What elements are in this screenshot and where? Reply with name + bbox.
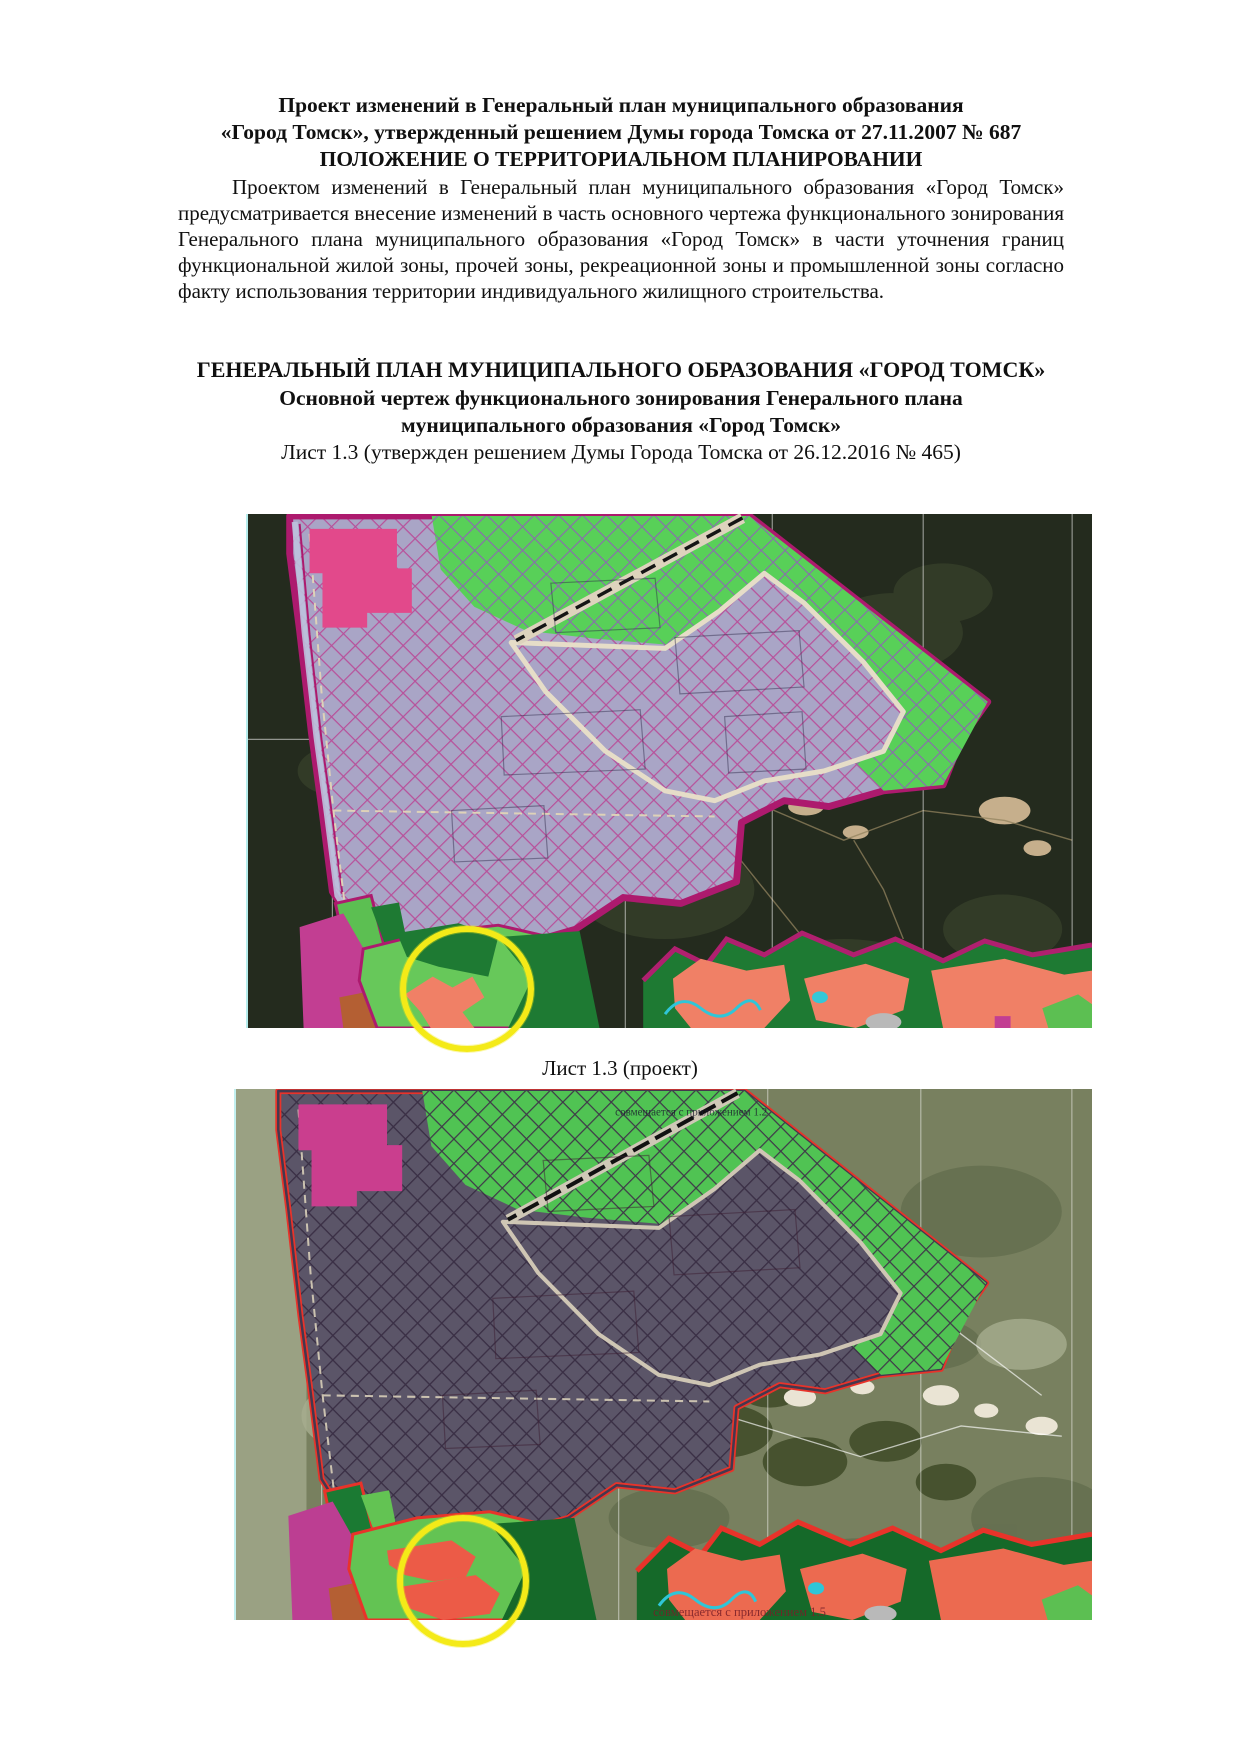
document-title-line-2: «Город Томск», утвержденный решением Думы города Томска от 27.11.2007 № 687 xyxy=(220,120,1022,144)
highlight-circle-approved xyxy=(400,926,534,1052)
intro-paragraph: Проектом изменений в Генеральный план муниципального образования «Город Томск» предусматривается внесение изменений в часть основного чертежа функционального зонирования Генерального плана муниципального образования «Город Томск» в части уточнения границ функциональной жилой зоны, прочей зоны, рекреационной зоны и промышленной зоны согласно факту использования территории индивидуального жилищного строительства. xyxy=(178,175,1064,303)
genplan-heading-line-1: ГЕНЕРАЛЬНЫЙ ПЛАН МУНИЦИПАЛЬНОГО ОБРАЗОВАНИЯ «ГОРОД ТОМСК» xyxy=(196,357,1046,382)
genplan-section-heading xyxy=(178,356,1064,466)
genplan-heading-line-3: муниципального образования «Город Томск» xyxy=(401,412,841,437)
territorial-planning-heading: ПОЛОЖЕНИЕ О ТЕРРИТОРИАЛЬНОМ ПЛАНИРОВАНИИ xyxy=(319,147,923,171)
genplan-heading-line-2: Основной чертеж функционального зонирования Генерального плана xyxy=(279,385,963,410)
map-approved xyxy=(248,514,1092,1028)
document-title-line-1: Проект изменений в Генеральный план муниципального образования xyxy=(278,93,964,117)
map-project-canvas xyxy=(236,1089,1092,1620)
annotation-sheet-15: совмещается с приложением 1.5 xyxy=(653,1604,826,1619)
map-approved-canvas xyxy=(248,514,1092,1028)
map-project xyxy=(236,1089,1092,1620)
document-header xyxy=(178,92,1064,173)
annotation-sheet-12: совмещается с приложением 1.2 xyxy=(615,1106,768,1119)
intro-paragraph-block xyxy=(178,174,1064,304)
highlight-circle-project xyxy=(397,1515,529,1647)
map-project-caption: Лист 1.3 (проект) xyxy=(542,1056,698,1080)
map-approved-caption: Лист 1.3 (утвержден решением Думы Города Томска от 26.12.2016 № 465) xyxy=(281,439,961,464)
